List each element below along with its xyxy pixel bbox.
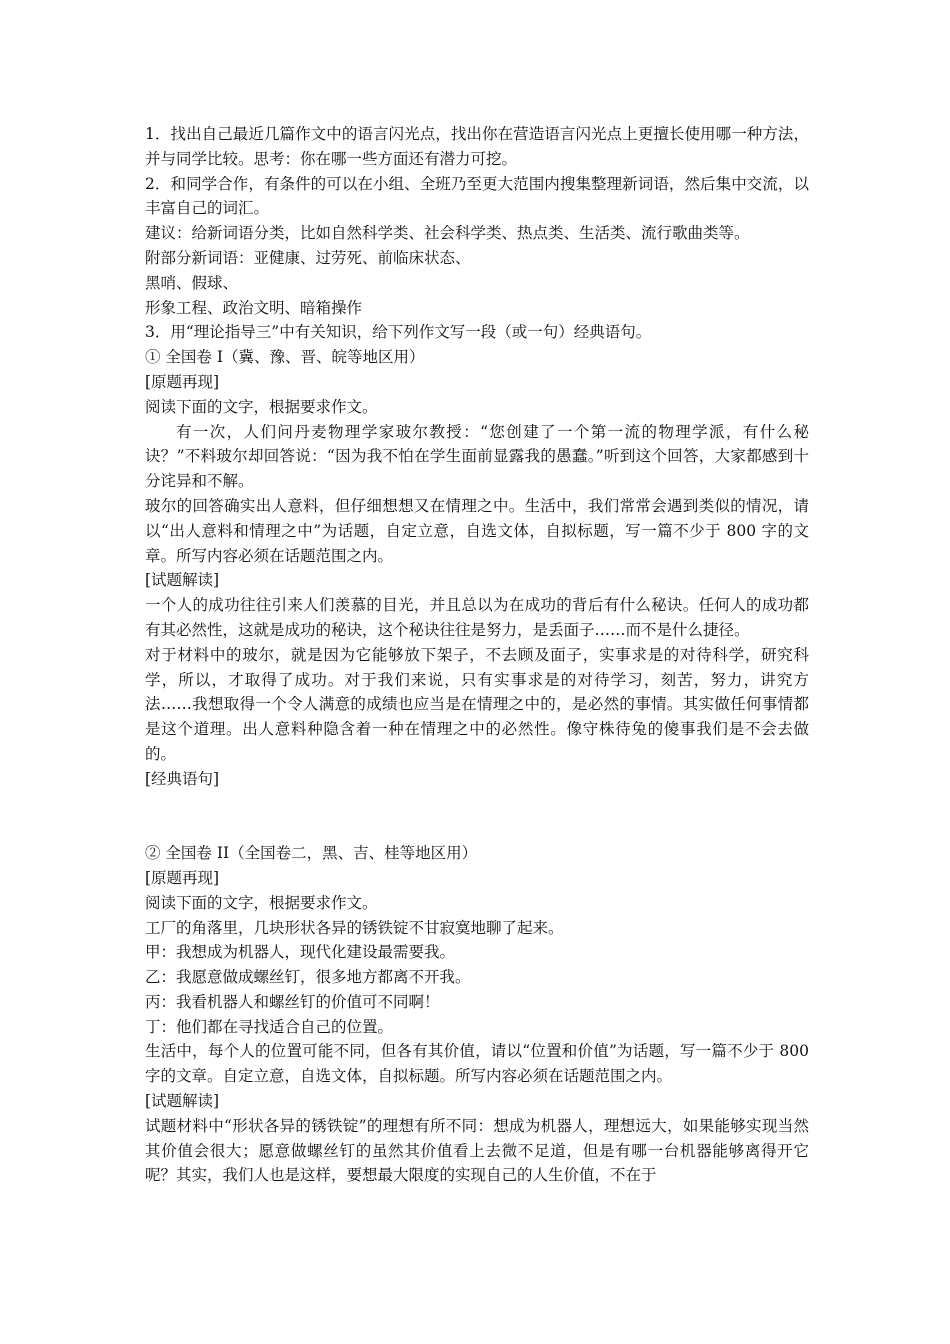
section-2-dialogue-jia: 甲：我想成为机器人，现代化建设最需要我。 [145, 943, 456, 962]
section-2-heading: ② 全国卷 II（全国卷二，黑、吉、桂等地区用） [145, 844, 478, 863]
new-words-line-3: 形象工程、政治文明、暗箱操作 [145, 298, 363, 317]
section-1-instruction: 阅读下面的文字，根据要求作文。 [145, 397, 378, 416]
section-1-heading: ① 全国卷 I（冀、豫、晋、皖等地区用） [145, 348, 425, 367]
new-words-line-1: 附部分新词语：亚健康、过劳死、前临床状态、 [145, 248, 471, 267]
section-2-story-intro: 工厂的角落里，几块形状各异的锈铁锭不甘寂寞地聊了起来。 [145, 918, 564, 937]
new-words-line-2: 黑哨、假球、 [145, 273, 239, 292]
exercise-1-paragraph: 1．找出自己最近几篇作文中的语言闪光点，找出你在营造语言闪光点上更擅长使用哪一种方法，并与同学比较。思考：你在哪一些方面还有潜力可挖。 [145, 125, 809, 168]
exercise-2-paragraph: 2．和同学合作，有条件的可以在小组、全班乃至更大范围内搜集整理新词语，然后集中交流，以丰富自己的词汇。 [145, 174, 809, 218]
section-1-analysis-label: [试题解读] [145, 571, 220, 590]
section-1-prompt-paragraph: 玻尔的回答确实出人意料，但仔细想想又在情理之中。生活中，我们常常会遇到类似的情况，请以“出人意料和情理之中”为话题，自定立意，自选文体，自拟标题，写一篇不少于 800 字的文章。所写内容必须在话题范围之内。 [145, 496, 809, 565]
section-1-analysis-paragraph-2: 对于材料中的玻尔，就是因为它能够放下架子，不去顾及面子，实事求是的对待科学，研究科学，所以，才取得了成功。对于我们来说，只有实事求是的对待学习，刻苦，努力，讲究方法……我想取得一个令人满意的成绩也应当是在情理之中的，是必然的事情。其实做任何事情都是这个道理。出人意料种隐含着一种在情理之中的必然性。像守株待兔的傻事我们是不会去做的。 [145, 645, 809, 763]
suggestion-paragraph: 建议：给新词语分类，比如自然科学类、社会科学类、热点类、生活类、流行歌曲类等。 [145, 224, 750, 243]
section-2-original-label: [原题再现] [145, 868, 220, 887]
section-2-dialogue-yi: 乙：我愿意做成螺丝钉，很多地方都离不开我。 [145, 968, 471, 987]
section-1-original-label: [原题再现] [145, 372, 220, 391]
section-2-prompt-paragraph: 生活中，每个人的位置可能不同，但各有其价值，请以“位置和价值”为话题，写一篇不少于 800 字的文章。自定立意，自选文体，自拟标题。所写内容必须在话题范围之内。 [145, 1042, 809, 1086]
section-2-analysis-paragraph: 试题材料中“形状各异的锈铁锭”的理想有所不同：想成为机器人，理想远大，如果能够实现当然其价值会很大；愿意做螺丝钉的虽然其价值看上去微不足道，但是有哪一台机器能够离得开它呢？其实，我们人也是这样，要想最大限度的实现自己的人生价值，不在于 [145, 1116, 809, 1185]
section-1-classic-label: [经典语句] [145, 769, 220, 788]
section-2-dialogue-ding: 丁：他们都在寻找适合自己的位置。 [145, 1017, 394, 1036]
section-1-analysis-paragraph-1: 一个人的成功往往引来人们羡慕的目光，并且总以为在成功的背后有什么秘诀。任何人的成功都有其必然性，这就是成功的秘诀，这个秘诀往往是努力，是丢面子……而不是什么捷径。 [145, 596, 809, 639]
document-body [145, 122, 809, 1188]
section-2-instruction: 阅读下面的文字，根据要求作文。 [145, 893, 378, 912]
section-2-dialogue-bing: 丙：我看机器人和螺丝钉的价值可不同啊！ [145, 992, 440, 1011]
section-2-analysis-label: [试题解读] [145, 1092, 220, 1111]
blank-space [145, 792, 809, 842]
exercise-3-paragraph: 3．用“理论指导三”中有关知识，给下列作文写一段（或一句）经典语句。 [145, 323, 652, 342]
section-1-story-paragraph: 有一次，人们问丹麦物理学家玻尔教授：“您创建了一个第一流的物理学派，有什么秘诀？”不料玻尔却回答说：“因为我不怕在学生面前显露我的愚蠢。”听到这个回答，大家都感到十分诧异和不解。 [145, 422, 809, 491]
